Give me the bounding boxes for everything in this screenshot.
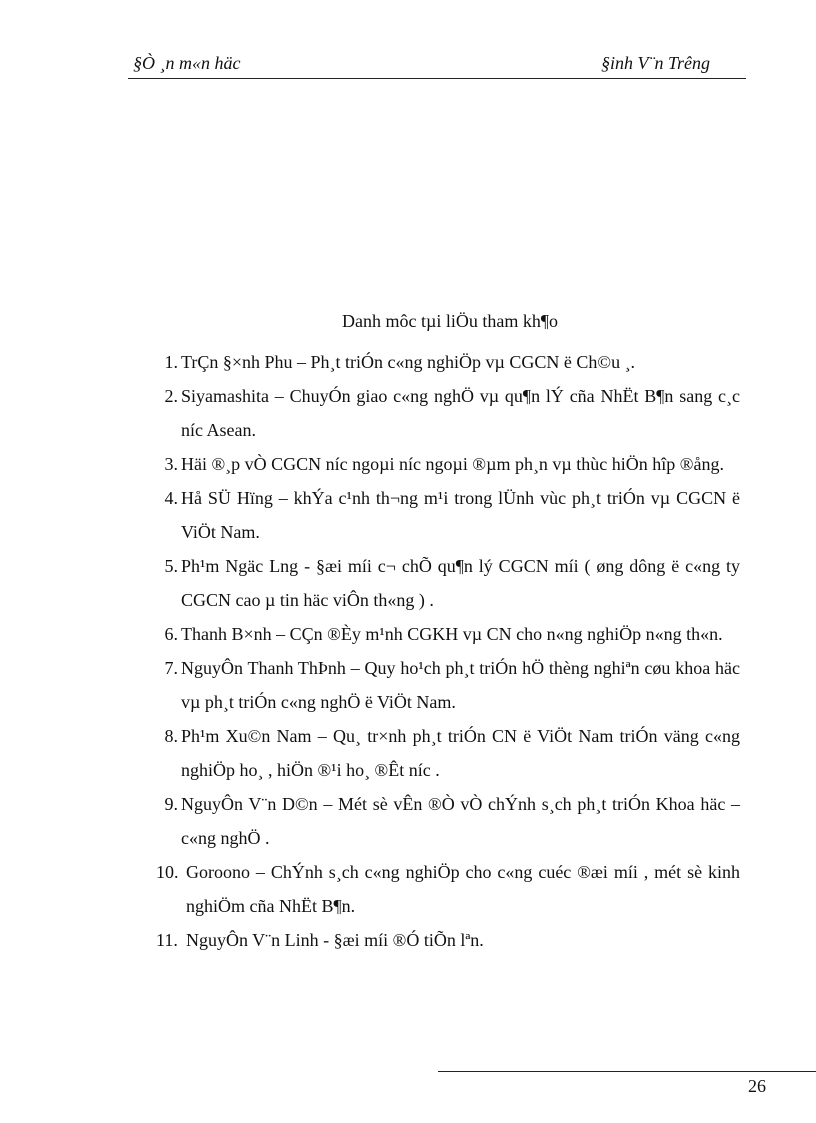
reference-text: Ph¹m Xu©n Nam – Qu¸ tr×nh ph¸t triÓn CN ë ViÖt Nam triÓn väng c«ng nghiÖp ho¸ , hiÖn ®¹i ho¸ ®Êt níc . [181,726,740,780]
reference-number: 11 . [156,923,186,957]
footer-divider [438,1071,816,1072]
reference-item [150,447,740,481]
reference-number: 8 . [150,719,178,753]
reference-number: 1 . [150,345,178,379]
reference-item [150,379,740,447]
reference-item [150,549,740,617]
reference-item [150,923,740,957]
reference-text: Ph¹m Ngäc Lng - §æi míi c¬ chÕ qu¶n lý CGCN míi ( øng dông ë c«ng ty CGCN cao µ tin häc viÔn th«ng ) . [181,556,740,610]
references-title: Danh môc tµi liÖu tham kh¶o [342,311,558,331]
reference-number: 10 . [156,855,186,889]
reference-text: Hå SÜ Hïng – khÝa c¹nh th¬ng m¹i trong lÜnh vùc ph¸t triÓn vµ CGCN ë ViÖt Nam. [181,488,740,542]
header-author: §inh V¨n Trêng [600,53,710,73]
reference-item [150,787,740,855]
reference-item [150,481,740,549]
running-header [128,52,746,79]
reference-text: NguyÔn V¨n D©n – Mét sè vÊn ®Ò vÒ chÝnh s¸ch ph¸t triÓn Khoa häc – c«ng nghÖ . [181,794,740,848]
reference-number: 5 . [150,549,178,583]
reference-list [150,345,740,957]
reference-item [150,855,740,923]
reference-text: TrÇn §×nh Phu – Ph¸t triÓn c«ng nghiÖp vµ CGCN ë Ch©u ¸. [181,352,636,372]
reference-number: 3 . [150,447,178,481]
reference-text: Häi ®¸p vÒ CGCN níc ngoµi níc ngoµi ®µm ph¸n vµ thùc hiÖn hîp ®ång. [181,454,724,474]
reference-item [150,617,740,651]
reference-item [150,345,740,379]
reference-text: NguyÔn V¨n Linh - §æi míi ®Ó tiÕn lªn. [186,930,484,950]
reference-text: Goroono – ChÝnh s¸ch c«ng nghiÖp cho c«ng cuéc ®æi míi , mét sè kinh nghiÖm cña NhËt B¶n. [186,862,740,916]
reference-text: Siyamashita – ChuyÓn giao c«ng nghÖ vµ qu¶n lÝ cña NhËt B¶n sang c¸c níc Asean. [181,386,740,440]
reference-text: Thanh B×nh – CÇn ®Èy m¹nh CGKH vµ CN cho n«ng nghiÖp n«ng th«n. [181,624,723,644]
reference-number: 2 . [150,379,178,413]
reference-number: 7 . [150,651,178,685]
header-document-type: §Ò ¸n m«n häc [133,53,241,73]
reference-item [150,651,740,719]
page-number: 26 [748,1076,766,1096]
reference-number: 6 . [150,617,178,651]
reference-text: NguyÔn Thanh ThÞnh – Quy ho¹ch ph¸t triÓn hÖ thèng nghiªn cøu khoa häc vµ ph¸t triÓn c«ng nghÖ ë ViÖt Nam. [181,658,740,712]
reference-item [150,719,740,787]
reference-number: 9 . [150,787,178,821]
reference-number: 4 . [150,481,178,515]
